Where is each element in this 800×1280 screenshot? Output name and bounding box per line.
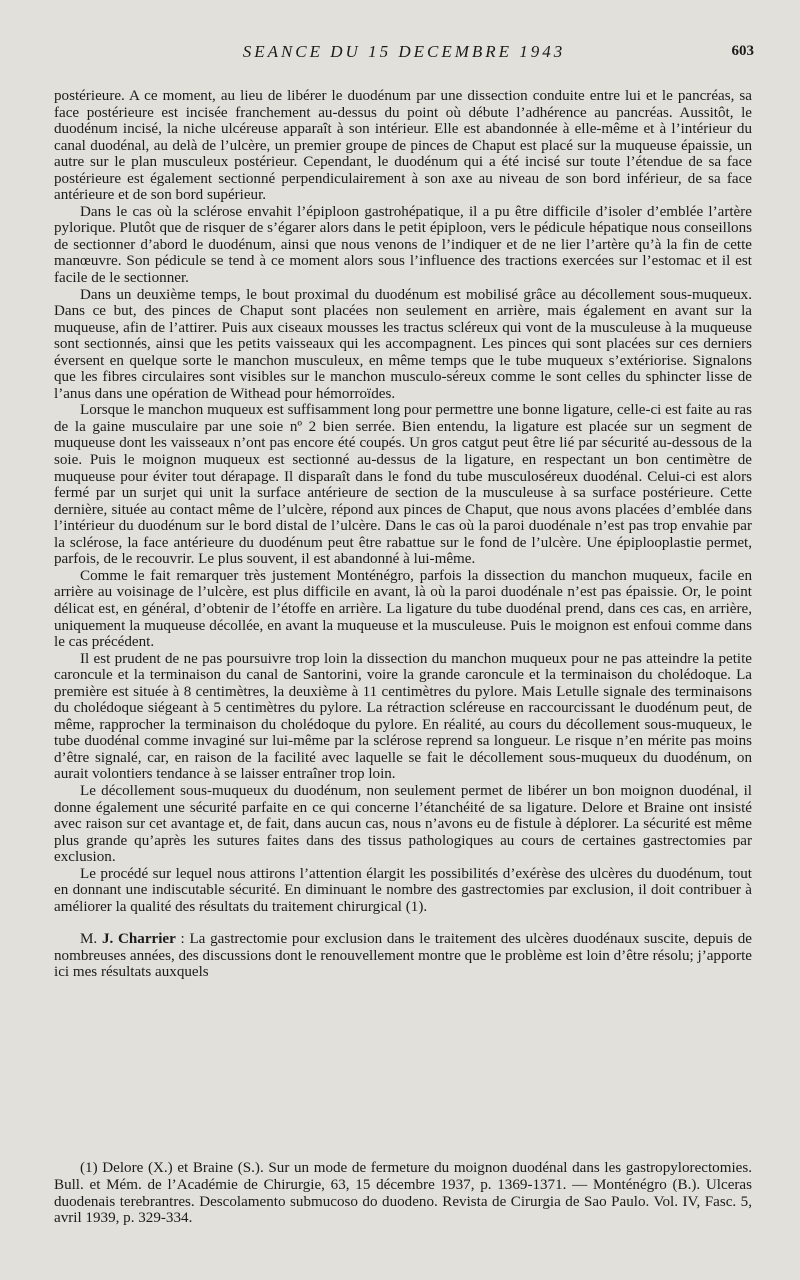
- running-head: SEANCE DU 15 DECEMBRE 1943: [242, 42, 566, 61]
- footnote: [54, 1160, 752, 1227]
- speaker-name: J. Charrier: [101, 931, 176, 948]
- paragraph: Comme le fait remarquer très justement Monténégro, parfois la dissection du manchon muqueux, facile en arrière au voisinage de l’ulcère, est plus difficile en avant, là où la paroi duodénale n’est pas épaissie. Or, le point délicat est, en général, d’obtenir de l’étoffe en arrière. La ligature du tube duodénal prend, dans ces cas, en arrière, uniquement la muqueuse décollée, en avant la muqueuse et la musculeuse. Puis le moignon est enfoui comme dans le cas précédent.: [54, 567, 752, 651]
- page-number: 603: [731, 43, 754, 59]
- page-header: [54, 42, 754, 68]
- paragraph: Il est prudent de ne pas poursuivre trop loin la dissection du manchon muqueux pour ne pas atteindre la petite caroncule et la terminaison du canal de Santorini, voire la grande caroncule et la terminaison du cholédoque. La première est située à 8 centimètres, la deuxième à 11 centimètres du pylore. Mais Letulle signale des terminaisons du cholédoque siégeant à 5 centimètres du pylore. La rétraction scléreuse en raccourcissant le duodénum peut, de même, rapprocher la terminaison du cholédoque du pylore. En réalité, au cours du décollement sous-muqueux, le tube duodénal comme invaginé sur lui-même par la sclérose reprend sa longueur. Le risque n’en mérite pas moins d’être signalé, car, en raison de la facilité avec laquelle se fait le décollement sous-muqueux du duodénum, on aurait volontiers tendance à se laisser entraîner trop loin.: [54, 650, 752, 783]
- speaker-prefix: M.: [80, 931, 98, 948]
- footnote-text: (1) Delore (X.) et Braine (S.). Sur un mode de fermeture du moignon duodénal dans les gastropylorectomies. Bull. et Mém. de l’Académie de Chirurgie, 63, 15 décembre 1937, p. 1369-1371. — Monténégro (B.). Ulceras duodenais terebrantres. Descolamento submucoso do duodeno. Revista de Cirurgia de Sao Paulo. Vol. IV, Fasc. 5, avril 1939, p. 329-334.: [54, 1160, 752, 1227]
- paragraph: Dans un deuxième temps, le bout proximal du duodénum est mobilisé grâce au décollement sous-muqueux. Dans ce but, des pinces de Chaput sont placées non seulement en arrière, mais également en avant sur la muqueuse, afin de l’attirer. Puis aux ciseaux mousses les tractus scléreux qui vont de la musculeuse à la muqueuse sont sectionnés, ainsi que les petits vaisseaux qui les accompagnent. Les pinces qui sont placées sur ces derniers éversent en quelque sorte le manchon musculeux, en même temps que le tube muqueux s’extériorise. Signalons que les fibres circulaires sont visibles sur le manchon musculo-séreux comme le sont celles du sphincter lisse de l’anus dans une opération de Withead pour hémorroïdes.: [54, 286, 752, 402]
- paragraph: postérieure. A ce moment, au lieu de libérer le duodénum par une dissection conduite entre lui et le pancréas, sa face postérieure est incisée franchement au-dessus du point où débute l’adhérence au pancréas. Aussitôt, le duodénum incisé, la niche ulcéreuse apparaît à son intérieur. Elle est abandonnée à elle-même et à l’intérieur du canal duodénal, au delà de l’ulcère, un premier groupe de pinces de Chaput est placé sur la muqueuse épaissie, un autre sur le plan musculeux postérieur. Cependant, le duodénum qui a été incisé sur toute l’étendue de sa face postérieure est également sectionné perpendiculairement à son axe au niveau de son bord inférieur, de sa face antérieure et de son bord supérieur.: [54, 88, 752, 204]
- paragraph: Le procédé sur lequel nous attirons l’attention élargit les possibilités d’exérèse des ulcères du duodénum, tout en donnant une indiscutable sécurité. En diminuant le nombre des gastrectomies par exclusion, il doit contribuer à améliorer la qualité des résultats du traitement chirurgical (1).: [54, 865, 752, 915]
- paragraph: Dans le cas où la sclérose envahit l’épiploon gastrohépatique, il a pu être difficile d’isoler d’emblée l’artère pylorique. Plutôt que de risquer de s’égarer alors dans le petit épiploon, vers le pédicule hépatique nous conseillons de sectionner d’abord le duodénum, ainsi que nous venons de l’indiquer et de ne lier l’artère qu’à la fin de cette manœuvre. Son pédicule se tend à ce moment alors sous l’influence des tractions exercées sur l’estomac et il est facile de le sectionner.: [54, 203, 752, 287]
- main-text: [54, 88, 752, 981]
- paragraph: Lorsque le manchon muqueux est suffisamment long pour permettre une bonne ligature, celle-ci est faite au ras de la gaine musculaire par une soie nº 2 bien serrée. Bien entendu, la ligature est placée sur un segment de muqueuse dont les vaisseaux n’ont pas encore été coupés. Un gros catgut peut être lié par sécurité au-dessous de la soie. Puis le moignon muqueux est sectionné au-dessus de la ligature, en respectant un bon centimètre de muqueuse pour éviter tout dérapage. Il disparaît dans le fond du tube musculoséreux duodénal. Celui-ci est alors fermé par un surjet qui unit la surface antérieure de section de la musculeuse à sa surface postérieure. Cette dernière, située au contact même de l’ulcère, répond aux pinces de Chaput, que nous avons placées d’emblée dans l’intérieur du duodénum sur le bord distal de l’ulcère. Dans le cas où la paroi duodénale n’est pas trop envahie par la sclérose, la face antérieure du duodénum peut être rabattue sur le fond de l’ulcère. Une épiplooplastie permet, parfois, de le recouvrir. Le plus souvent, il est abandonné à lui-même.: [54, 402, 752, 568]
- paragraph: Le décollement sous-muqueux du duodénum, non seulement permet de libérer un bon moignon duodénal, il donne également une sécurité parfaite en ce qui concerne l’étanchéité de sa ligature. Delore et Braine ont insisté avec raison sur cet avantage et, de fait, dans aucun cas, nous n’avons eu de fistule à déplorer. La sécurité est même plus grande qu’après les sutures faites dans des tissus pathologiques au cours de certaines gastrectomies par exclusion.: [54, 782, 752, 866]
- intervention-paragraph: [54, 931, 752, 981]
- intervention-text: : La gastrectomie pour exclusion dans le traitement des ulcères duodénaux suscite, depuis de nombreuses années, des discussions dont le renouvellement montre que le problème est loin d’être résolu; j’apporte ici mes résultats auxquels: [54, 931, 752, 981]
